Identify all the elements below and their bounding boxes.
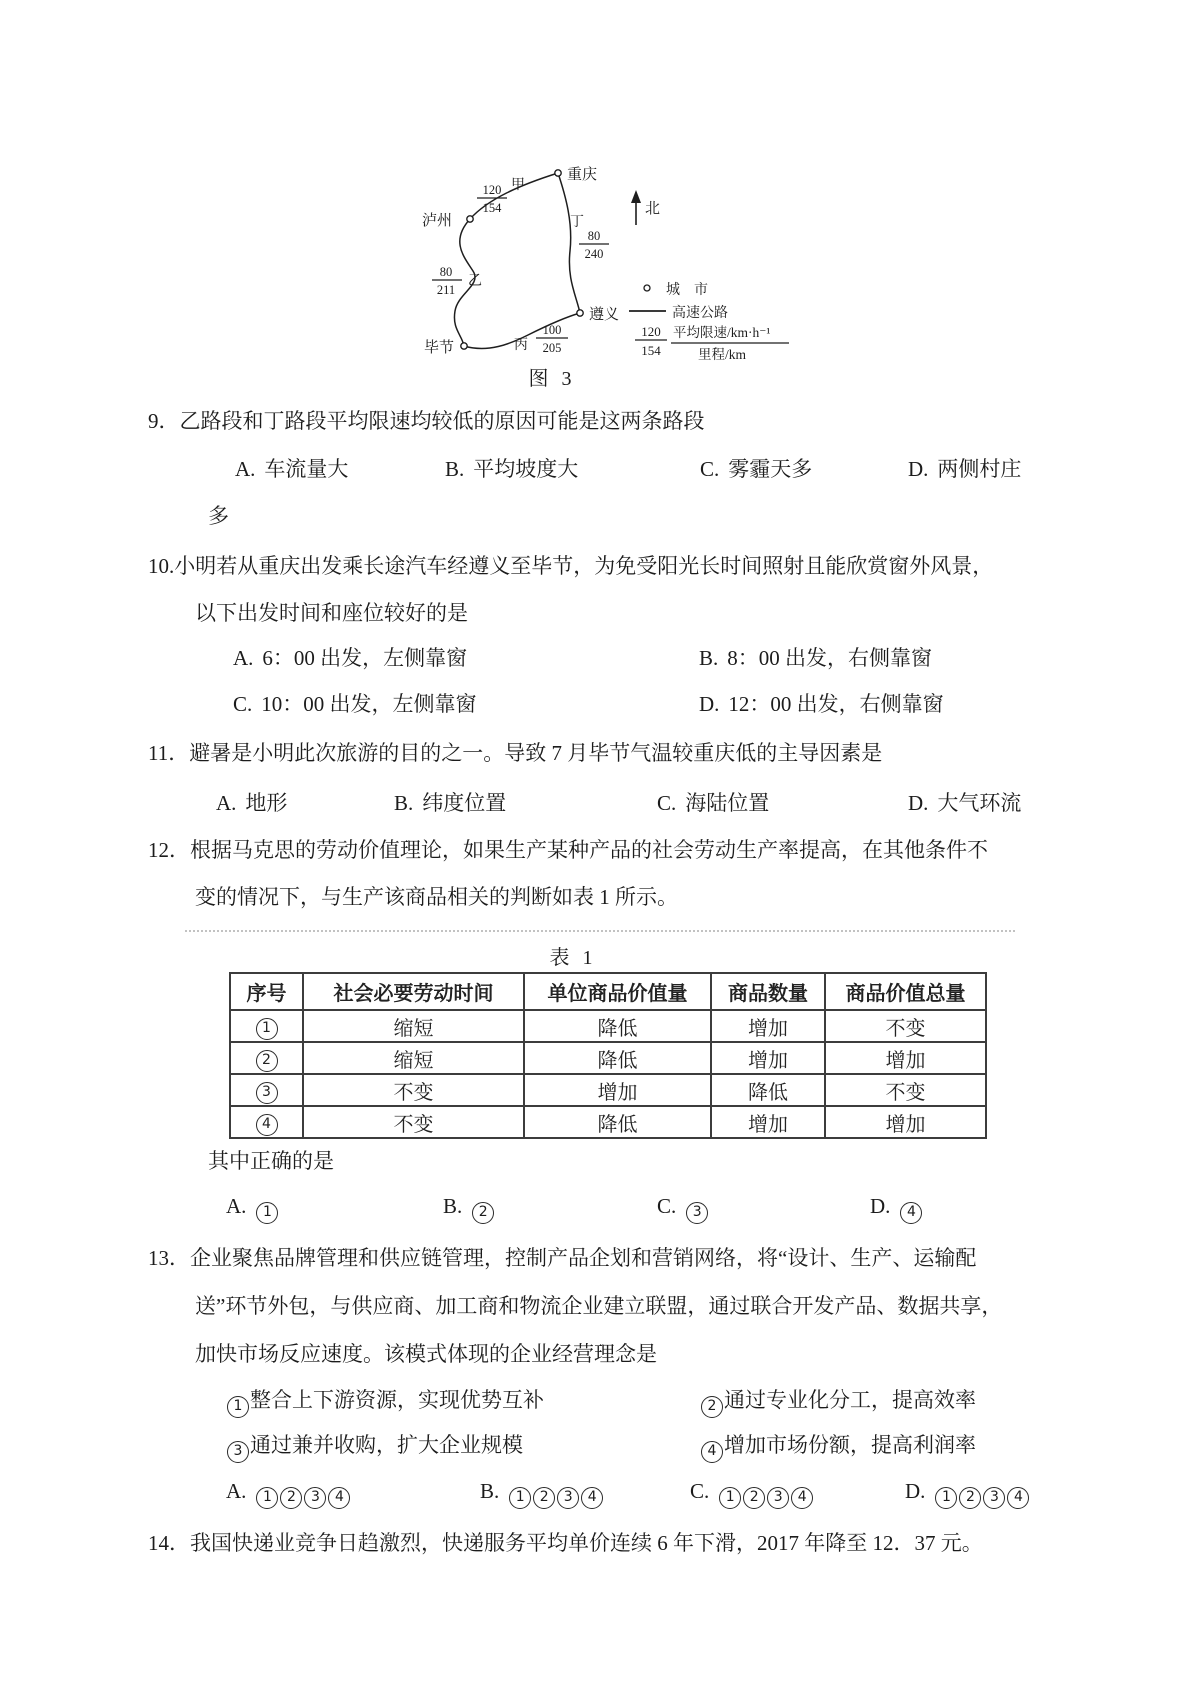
circled-number: 1 <box>256 1487 278 1509</box>
q11-option-d <box>908 790 1021 817</box>
figure-caption: 图 3 <box>528 368 576 390</box>
option-letter: B. <box>443 1194 463 1218</box>
option-text: 平均坡度大 <box>473 457 579 481</box>
circled-number: 1 <box>719 1487 741 1509</box>
segment-yi-speed: 80 <box>439 265 453 279</box>
option-text: 车流量大 <box>264 457 349 481</box>
circled-number: 1 <box>256 1202 278 1224</box>
q11-option-a <box>216 790 287 817</box>
option-letter: C. <box>233 692 253 716</box>
q13-subitem-4 <box>700 1432 976 1463</box>
question-12-stem-line2: 变的情况下，与生产该商品相关的判断如表 1 所示。 <box>195 885 678 909</box>
option-letter: D. <box>699 692 720 716</box>
circled-number: 1 <box>227 1396 249 1418</box>
city-dot-luzhou <box>467 216 473 222</box>
question-9-stem: 9．乙路段和丁路段平均限速均较低的原因可能是这两条路段 <box>148 409 705 433</box>
circled-number: 3 <box>686 1202 708 1224</box>
option-text: 12：00 出发，右侧靠窗 <box>728 692 944 716</box>
table-cell: 不变 <box>825 1074 986 1106</box>
circled-number: 1 <box>509 1487 531 1509</box>
question-10-stem-line2: 以下出发时间和座位较好的是 <box>195 601 468 625</box>
option-letter: D. <box>870 1194 891 1218</box>
q13-subitem-1 <box>226 1387 544 1418</box>
circled-number: 2 <box>280 1487 302 1509</box>
question-13-stem-line3: 加快市场反应速度。该模式体现的企业经营理念是 <box>195 1342 657 1366</box>
table-cell: 不变 <box>303 1074 524 1106</box>
q10-option-d <box>699 691 944 718</box>
city-label-bijie: 毕节 <box>424 340 455 356</box>
table-cell: 增加 <box>825 1106 986 1138</box>
table-1 <box>229 972 987 1139</box>
table-header-cell: 商品数量 <box>711 973 825 1010</box>
q11-option-b <box>394 790 506 817</box>
segment-jia-speed: 120 <box>482 183 502 197</box>
circled-number: 4 <box>900 1202 922 1224</box>
table-cell: 降低 <box>524 1106 711 1138</box>
q9-option-b <box>445 456 578 483</box>
circled-number: 2 <box>256 1050 278 1072</box>
city-label-luzhou: 泸州 <box>422 213 453 229</box>
legend-dist-label: 里程/km <box>698 347 747 362</box>
table-cell: 增加 <box>711 1010 825 1042</box>
q12-option-a <box>226 1193 279 1224</box>
circled-number: 4 <box>256 1114 278 1136</box>
question-13-stem-line2: 送”环节外包，与供应商、加工商和物流企业建立联盟，通过联合开发产品、数据共享， <box>195 1294 1003 1318</box>
road-segment-ding <box>558 173 580 313</box>
city-dot-bijie <box>461 343 467 349</box>
circled-number: 2 <box>533 1487 555 1509</box>
table-row-number-cell <box>230 1106 303 1138</box>
option-text: 纬度位置 <box>422 791 507 815</box>
circled-number: 4 <box>328 1487 350 1509</box>
option-letter: B. <box>480 1479 500 1503</box>
circled-number: 2 <box>472 1202 494 1224</box>
city-label-zunyi: 遵义 <box>589 307 620 323</box>
segment-label-ding: 丁 <box>570 215 584 230</box>
option-letter: B. <box>445 457 465 481</box>
question-12-stem-line1: 12．根据马克思的劳动价值理论，如果生产某种产品的社会劳动生产率提高，在其他条件不 <box>148 838 988 862</box>
circled-number: 2 <box>701 1396 723 1418</box>
q13-option-b <box>480 1478 604 1509</box>
table-cell: 缩短 <box>303 1010 524 1042</box>
table-cell: 不变 <box>825 1010 986 1042</box>
circled-number: 4 <box>791 1487 813 1509</box>
q13-option-c <box>690 1478 814 1509</box>
table-row-number-cell <box>230 1042 303 1074</box>
question-11-stem: 11．避暑是小明此次旅游的目的之一。导致 7 月毕节气温较重庆低的主导因素是 <box>148 741 883 765</box>
circled-number: 2 <box>743 1487 765 1509</box>
q10-option-a <box>233 645 467 672</box>
q13-subitem-3 <box>226 1432 523 1463</box>
circled-number: 1 <box>935 1487 957 1509</box>
q10-option-b <box>699 645 932 672</box>
circled-number: 3 <box>767 1487 789 1509</box>
q10-option-c <box>233 691 477 718</box>
option-letter: A. <box>226 1479 247 1503</box>
legend-sample-speed: 120 <box>641 324 661 339</box>
option-letter: C. <box>657 1194 677 1218</box>
table-cell: 增加 <box>825 1042 986 1074</box>
subitem-text: 整合上下游资源，实现优势互补 <box>250 1388 544 1412</box>
city-dot-zunyi <box>577 310 583 316</box>
legend-sample-dist: 154 <box>641 343 661 358</box>
legend-speed-label: 平均限速/km·h⁻¹ <box>673 325 771 340</box>
q9-option-c <box>700 456 812 483</box>
q13-option-a <box>226 1478 351 1509</box>
table-row <box>230 1042 986 1074</box>
question-13-stem-line1: 13．企业聚焦品牌管理和供应链管理，控制产品企划和营销网络，将“设计、生产、运输配 <box>148 1246 977 1270</box>
question-10-stem-line1: 10.小明若从重庆出发乘长途汽车经遵义至毕节，为免受阳光长时间照射且能欣赏窗外风景， <box>148 554 994 578</box>
option-text: 海陆位置 <box>685 791 770 815</box>
table-cell: 增加 <box>524 1074 711 1106</box>
table-row-number-cell <box>230 1074 303 1106</box>
circled-number: 2 <box>959 1487 981 1509</box>
option-text: 地形 <box>245 791 288 815</box>
north-arrow-head <box>631 190 641 203</box>
segment-jia-dist: 154 <box>482 201 502 215</box>
segment-label-yi: 乙 <box>468 274 482 289</box>
table-cell: 降低 <box>711 1074 825 1106</box>
option-text: 雾霾天多 <box>728 457 813 481</box>
legend-city-label: 城 市 <box>666 283 708 298</box>
legend-city-icon <box>644 285 650 291</box>
option-letter: A. <box>226 1194 247 1218</box>
table-row <box>230 1074 986 1106</box>
subitem-text: 增加市场份额，提高利润率 <box>724 1433 976 1457</box>
segment-label-bing: 丙 <box>514 338 528 353</box>
table-header-row <box>230 973 986 1010</box>
segment-bing-speed: 100 <box>542 323 562 337</box>
north-label: 北 <box>645 201 661 217</box>
city-dot-chongqing <box>555 170 561 176</box>
q13-option-d <box>905 1478 1030 1509</box>
circled-number: 4 <box>581 1487 603 1509</box>
option-letter: D. <box>908 457 929 481</box>
circled-number: 3 <box>227 1441 249 1463</box>
segment-ding-dist: 240 <box>584 247 604 261</box>
table-cell: 增加 <box>711 1042 825 1074</box>
table-header-cell: 商品价值总量 <box>825 973 986 1010</box>
option-letter: B. <box>699 646 719 670</box>
legend-highway-label: 高速公路 <box>672 306 728 321</box>
segment-label-jia: 甲 <box>511 178 525 193</box>
option-text: 8：00 出发，右侧靠窗 <box>727 646 933 670</box>
q9-option-d <box>908 456 1021 483</box>
q9-option-a <box>235 456 348 483</box>
option-text: 两侧村庄 <box>937 457 1022 481</box>
table-caption: 表 1 <box>549 947 597 969</box>
table-cell: 增加 <box>711 1106 825 1138</box>
q13-subitem-2 <box>700 1387 976 1418</box>
option-letter: C. <box>700 457 720 481</box>
option-text: 6：00 出发，左侧靠窗 <box>262 646 468 670</box>
option-letter: C. <box>657 791 677 815</box>
circled-number: 4 <box>701 1441 723 1463</box>
table-row <box>230 1106 986 1138</box>
segment-yi-dist: 211 <box>436 283 456 297</box>
option-letter: A. <box>235 457 256 481</box>
circled-number: 3 <box>983 1487 1005 1509</box>
city-label-chongqing: 重庆 <box>567 167 598 183</box>
table-header-cell: 序号 <box>230 973 303 1010</box>
option-letter: D. <box>908 791 929 815</box>
circled-number: 3 <box>304 1487 326 1509</box>
circled-number: 1 <box>256 1018 278 1040</box>
q12-option-d <box>870 1193 923 1224</box>
option-text: 大气环流 <box>937 791 1022 815</box>
option-text: 10：00 出发，左侧靠窗 <box>261 692 477 716</box>
option-letter: A. <box>216 791 237 815</box>
circled-number: 4 <box>1007 1487 1029 1509</box>
option-letter: D. <box>905 1479 926 1503</box>
table-header-cell: 单位商品价值量 <box>524 973 711 1010</box>
subitem-text: 通过兼并收购，扩大企业规模 <box>250 1433 523 1457</box>
segment-ding-speed: 80 <box>587 229 601 243</box>
segment-bing-dist: 205 <box>542 341 562 355</box>
q12-option-b <box>443 1193 495 1224</box>
subitem-text: 通过专业化分工，提高效率 <box>724 1388 976 1412</box>
q12-prompt: 其中正确的是 <box>208 1149 334 1173</box>
table-cell: 缩短 <box>303 1042 524 1074</box>
highway-map-figure <box>380 135 792 371</box>
table-cell: 不变 <box>303 1106 524 1138</box>
q9-option-d-overflow: 多 <box>208 504 229 528</box>
option-letter: B. <box>394 791 414 815</box>
table-row-number-cell <box>230 1010 303 1042</box>
table-row <box>230 1010 986 1042</box>
circled-number: 3 <box>557 1487 579 1509</box>
table-header-cell: 社会必要劳动时间 <box>303 973 524 1010</box>
q12-option-c <box>657 1193 709 1224</box>
circled-number: 3 <box>256 1082 278 1104</box>
table-cell: 降低 <box>524 1010 711 1042</box>
table-cell: 降低 <box>524 1042 711 1074</box>
option-letter: A. <box>233 646 254 670</box>
scan-artifact-dotted-line <box>185 930 1015 932</box>
option-letter: C. <box>690 1479 710 1503</box>
q11-option-c <box>657 790 769 817</box>
question-14-stem-line1: 14．我国快递业竞争日趋激烈，快递服务平均单价连续 6 年下滑，2017 年降至 12．37 元。 <box>148 1531 983 1555</box>
